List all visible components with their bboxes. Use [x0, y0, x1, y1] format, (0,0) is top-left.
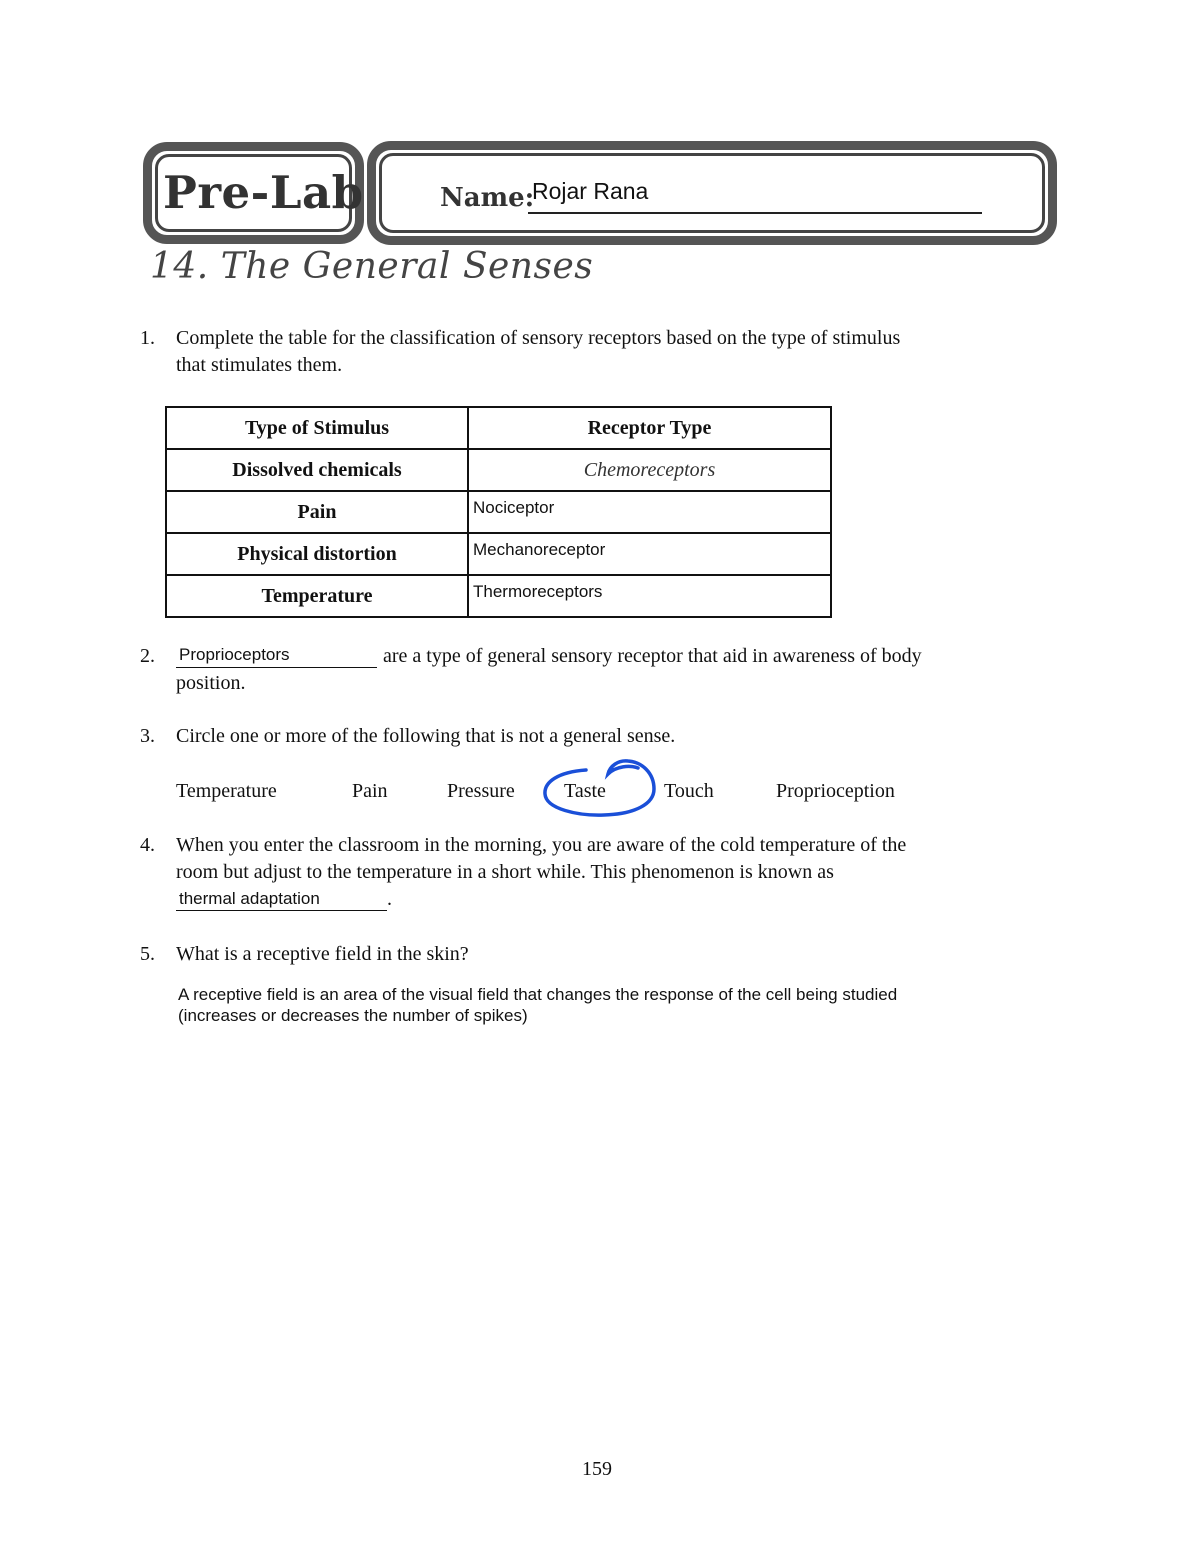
- q1-number: 1.: [140, 327, 155, 349]
- q2-line2: position.: [176, 672, 246, 694]
- q1-text: [176, 325, 900, 379]
- q3-text: Circle one or more of the following that is not a general sense.: [176, 725, 676, 747]
- q1-line1: Complete the table for the classification of sensory receptors based on the type of stimulus: [176, 327, 901, 349]
- q4-blank-line: [176, 910, 387, 911]
- q4-number: 4.: [140, 834, 155, 856]
- q4-text: [176, 832, 906, 886]
- q5-number: 5.: [140, 943, 155, 965]
- name-field[interactable]: Rojar Rana: [532, 178, 649, 204]
- q2-answer-field[interactable]: Proprioceptors: [179, 645, 290, 664]
- table-row: [166, 491, 831, 533]
- page-number: 159: [582, 1458, 612, 1480]
- circle-annotation: [538, 756, 662, 822]
- q4-line1: When you enter the classroom in the morning, you are aware of the cold temperature of the: [176, 834, 907, 856]
- receptor-table: [165, 406, 832, 618]
- prelab-title: Pre-Lab: [163, 166, 364, 219]
- q5-answer-field[interactable]: [178, 984, 897, 1026]
- q5-text: What is a receptive field in the skin?: [176, 943, 469, 965]
- option-taste[interactable]: Taste: [564, 780, 606, 802]
- option-pain[interactable]: Pain: [352, 780, 388, 802]
- option-proprioception[interactable]: Proprioception: [776, 780, 895, 802]
- table-row: [166, 449, 831, 491]
- stimulus-cell: Physical distortion: [166, 533, 468, 575]
- receptor-answer-cell[interactable]: Thermoreceptors: [468, 575, 831, 617]
- circle-stroke: [545, 761, 654, 815]
- stimulus-cell: Temperature: [166, 575, 468, 617]
- stimulus-cell: Pain: [166, 491, 468, 533]
- q1-line2: that stimulates them.: [176, 354, 343, 376]
- q2-blank-line: [176, 667, 377, 668]
- q2-number: 2.: [140, 645, 155, 667]
- q3-number: 3.: [140, 725, 155, 747]
- q4-line2: room but adjust to the temperature in a short while. This phenomenon is known as: [176, 861, 834, 883]
- q2-text-after: are a type of general sensory receptor that aid in awareness of body: [383, 645, 922, 667]
- receptor-answer-cell[interactable]: Nociceptor: [468, 491, 831, 533]
- q4-answer-field[interactable]: thermal adaptation: [179, 889, 320, 908]
- chapter-title: 14. The General Senses: [150, 246, 594, 287]
- q5-answer-line2: (increases or decreases the number of spikes): [178, 1006, 528, 1025]
- q4-period: .: [387, 888, 392, 910]
- option-temperature[interactable]: Temperature: [176, 780, 277, 802]
- q5-answer-line1: A receptive field is an area of the visual field that changes the response of the cell being studied: [178, 985, 898, 1004]
- receptor-answer-cell[interactable]: Mechanoreceptor: [468, 533, 831, 575]
- table-row: [166, 575, 831, 617]
- table-row: [166, 533, 831, 575]
- option-pressure[interactable]: Pressure: [447, 780, 515, 802]
- receptor-cell: Chemoreceptors: [468, 449, 831, 491]
- header-receptor: Receptor Type: [468, 407, 831, 449]
- name-underline: [528, 212, 982, 214]
- option-touch[interactable]: Touch: [664, 780, 714, 802]
- header-stimulus: Type of Stimulus: [166, 407, 468, 449]
- name-label: Name:: [440, 183, 535, 213]
- table-header-row: [166, 407, 831, 449]
- stimulus-cell: Dissolved chemicals: [166, 449, 468, 491]
